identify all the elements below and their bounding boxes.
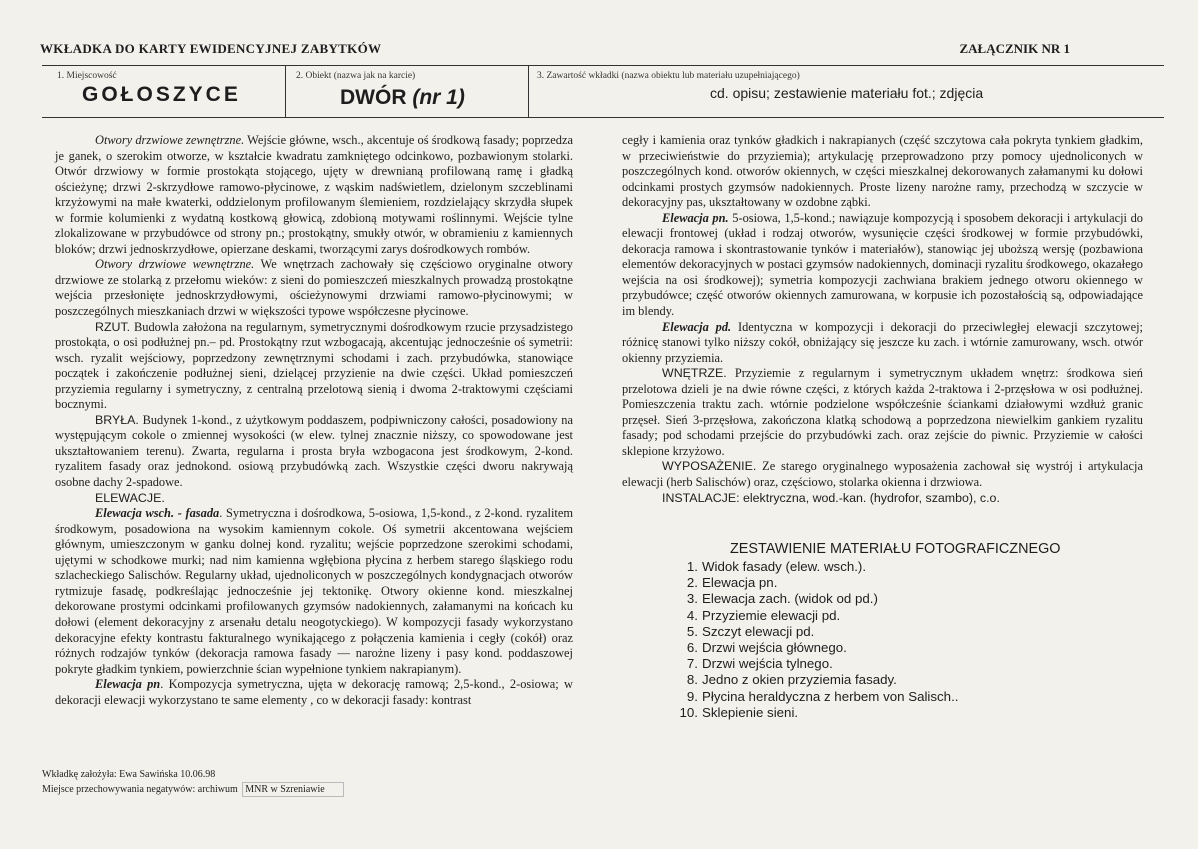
paragraph-furnishings: WYPOSAŻENIE. Ze starego oryginalnego wyposażenia zachował się wystrój i artykulacja elewacji (herb Salischów) oraz, częściowo, stolarka okienna i drzwiowa. bbox=[622, 459, 1143, 490]
paragraph-south-elevation: Elewacja pd. Identyczna w kompozycji i dekoracji do przeciwległej elewacji szczytowej; różnicę stanowi tylko niższy cokół, obniżający się jeszcze ku zach. i wtórnie zamurowany, wsch. otwór okienny przyziemia. bbox=[622, 319, 1143, 365]
photo-list-item: 2. Elewacja pn. bbox=[686, 575, 778, 591]
photo-list-item: 1. Widok fasady (elew. wsch.). bbox=[686, 559, 867, 574]
paragraph-north-elevation-2: Elewacja pn. 5-osiowa, 1,5-kond.; nawiązuje kompozycją i sposobem dekoracji i artykulacji do elewacji frontowej (układ i rodzaj otworów, wysunięcie części środkowej w formie przybudówki, dekoracja ramowa i skontrastowanie tynków i materiałów), stanowiąc jej uboższą wersję (pozbawiona elementów dekoracyjnych w postaci gzymsów nadokiennych, dominacji ryzalitu środkowego, okazałego wejścia na osi środkowej); symetria kompozycji zachwiana brakiem jednego otworu okiennego w przybudówce; część otworów okiennych zamurowana, w korpusie ich pozostałością są, odpowiadające im blendy. bbox=[622, 210, 1143, 319]
paragraph-interior-doors: Otwory drzwiowe wewnętrzne. We wnętrzach zachowały się częściowo oryginalne otwory drzwiowe ze stolarką z przełomu wieków: z sieni do pomieszczeń mieszkalnych prowadzą prostokątne wejścia przesłonięte jednoskrzydłowymi, ościeżynowymi drzwiami ramowo-płycinowymi; w poszczególnych mieszkaniach drzwi w większości typowe współczesne płycinowe. bbox=[55, 257, 573, 319]
contents-value: cd. opisu; zestawienie materiału fot.; zdjęcia bbox=[710, 85, 984, 101]
description-column-left bbox=[55, 133, 573, 708]
photo-list-item: 5. Szczyt elewacji pd. bbox=[686, 623, 815, 639]
town-value: GOŁOSZYCE bbox=[82, 83, 241, 106]
paragraph-north-elevation: Elewacja pn. Kompozycja symetryczna, ujęta w dekorację ramową; 2,5-kond., 2-osiowa; w dekoracji elewacji wykorzystano te same elementy , co w dekoracji fasady: kontrast bbox=[55, 677, 573, 707]
photo-list-item: 9. Płycina heraldyczna z herbem von Salisch.. bbox=[686, 688, 959, 704]
contents-label: 3. Zawartość wkładki (nazwa obiektu lub materiału uzupełniającego) bbox=[537, 71, 800, 81]
paragraph-exterior-doors: Otwory drzwiowe zewnętrzne. Wejście główne, wsch., akcentuje oś środkową fasady; poprzedza je ganek, o szerokim otworze, w kształcie kwadratu zamkniętego odcinkowo, pozbawionym stolarki. Otwór drzwiowy w formie prostokąta stojącego, ujęty w drewnianą profilowaną ramę i gładką ościeżynę; drzwi 2-skrzydłowe ramowo-płycinowe, z wąskim nadświetlem, dzielonym szczeblinami krzyżowymi na małe kwaterki, oddzielonym profilowanym ślemieniem, rozdzielający skrzydła słupek w formie kolumienki z wydatną kostkową głowicą, zdobioną motywami roślinnymi. Wejście tylne zlokalizowane w przybudówce od strony pn.; prostokątny, smukły otwór, w obramieniu z kamiennych bloków; drzwi jednoskrzydłowe, opierzane deskami, tworzącymi zarys dośrodkowych rombów. bbox=[55, 133, 573, 256]
description-column-right bbox=[622, 133, 1143, 506]
fields-divider-2 bbox=[528, 65, 529, 118]
object-label: 2. Obiekt (nazwa jak na karcie) bbox=[296, 71, 416, 81]
annex-label: ZAŁĄCZNIK NR 1 bbox=[959, 41, 1070, 56]
paragraph-interior: WNĘTRZE. Przyziemie z regularnym i symetrycznym układem wnętrz: środkowa sień przelotowa dzieli je na dwie równe części, z których każda 2-traktowa i 2-przęsłowa w osi podłużnej. Pomieszczenia traktu zach. wtórnie podzielone współcześnie ściankami działowymi wzdłuż granic przęseł. Sień 3-przęsłowa, zakończona klatką schodową a poprzedzona niewielkim gankiem ryzalitu fasady; pod schodami przejście do przybudówki zach. oraz zejście do piwnic. Przyziemie w całości sklepione krzyżowo. bbox=[622, 366, 1143, 458]
photo-list-item: 8. Jedno z okien przyziemia fasady. bbox=[686, 672, 897, 688]
photo-list-title: ZESTAWIENIE MATERIAŁU FOTOGRAFICZNEGO bbox=[730, 541, 1061, 557]
storage-value: MNR w Szreniawie bbox=[242, 782, 343, 797]
fields-top-rule bbox=[42, 65, 1164, 66]
document-title: WKŁADKA DO KARTY EWIDENCYJNEJ ZABYTKÓW bbox=[40, 41, 382, 56]
photo-list-item: 10. Sklepienie sieni. bbox=[679, 704, 799, 720]
paragraph-east-elevation: Elewacja wsch. - fasada. Symetryczna i dośrodkowa, 5-osiowa, 1,5-kond., z 2-kond. ryzalitem środkowym, posadowiona na wysokim kamiennym cokole. Oś symetrii akcentowana wejściem głównym, umieszczonym w ganku dolnej kond. ryzalitu; wejście poprzedzone szerokimi schodami, ujętymi w schodkowe murki; nad nim kamienna wgłębiona płycina z herbem starego śląskiego rodu szlacheckiego Salischów. Regularny układ, ujednoliconych w poszczególnych kondygnacjach otworów rytmizuje fasadę, podkreślając jednocześnie jej tektonikę. Otwory okienne kond. mieszkalnej dekorowane prostymi odcinkami profilowanych gzymsów nadokiennych, załamanymi na końcach ku dołowi (element dekoracyjny z arsenału detalu neogotyckiego). W kompozycji fasady wykorzystano dekoracyjne efekty kontrastu fakturalnego wynikającego z połączenia kamienia i cegły (cokół) oraz różnych rodzajów tynków (dekoracja ramowa fasady — narożne lizeny i pasy kond. poddaszowej pokryte gładkim tynkiem, powierzchnie ścian wypełnione tynkiem nakrapianym). bbox=[55, 506, 573, 676]
paragraph-plan: RZUT. Budowla założona na regularnym, symetrycznymi dośrodkowym rzucie przysadzistego prostokąta, o osi podłużnej pn.– pd. Prostokątny rzut wzbogacają, akcentując jednocześnie oś symetrii: wsch. ryzalit wejściowy, poprzedzony zewnętrznymi schodami i zach. przybudówka, stanowiące początek i zakończenie podłużnej sieni, dzielącej przyzienie na dwie części. Układ pomieszczeń przyziemia regularny i symetryczny, z centralną przelotową sienią i dwoma 2-traktowymi częściami bocznymi. bbox=[55, 319, 573, 412]
paragraph-body: BRYŁA. Budynek 1-kond., z użytkowym poddaszem, podpiwniczony całości, posadowiony na występującym cokole o zmiennej wysokości (w elew. tylnej znacznie niższy, co spowodowane jest ukształtowaniem terenu). Zwarta, regularna i prosta bryła wzbogacona jest środkowym, 2-kond. ryzalitem fasady oraz jednokond. osiową przybudówką zach. Wszystkie części dworu nakrywają osobne dachy 2-spadowe. bbox=[55, 412, 573, 490]
town-label: 1. Miejscowość bbox=[57, 71, 117, 81]
photo-list-item: 6. Drzwi wejścia głównego. bbox=[686, 640, 847, 656]
photo-list-item: 3. Elewacja zach. (widok od pd.) bbox=[686, 591, 878, 607]
paragraph-installations: INSTALACJE: elektryczna, wod.-kan. (hydrofor, szambo), c.o. bbox=[662, 490, 1000, 505]
paragraph-elevations-heading: ELEWACJE. bbox=[95, 490, 165, 505]
object-number: (nr 1) bbox=[412, 86, 465, 109]
photo-list bbox=[668, 559, 958, 721]
photo-list-item: 4. Przyziemie elewacji pd. bbox=[686, 607, 841, 623]
paragraph-north-elevation-cont: cegły i kamienia oraz tynków gładkich i nakrapianych (część szczytowa cała pokryta tynkiem gładkim, w przeciwieństwie do przyziemia); artykulację przeprowadzono przy pomocy ujednoliconych w poszczególnych kond. otworów okiennych, w części mieszkalnej dekorowanych załamanymi ku dołowi odcinkami prostych gzymsów nadokiennych. Proste lizeny narożne ramy, przechodzą w szczycie w dekoracyjny pas, ukształtowany w ozdobne ząbki. bbox=[622, 133, 1143, 210]
author-line: Wkładkę założyła: Ewa Sawińska 10.06.98 bbox=[42, 769, 216, 780]
storage-line: Miejsce przechowywania negatywów: archiwum MNR w Szreniawie bbox=[42, 782, 344, 797]
fields-divider-1 bbox=[285, 65, 286, 118]
fields-bottom-rule bbox=[42, 117, 1164, 118]
photo-list-item: 7. Drzwi wejścia tylnego. bbox=[686, 656, 833, 672]
object-value: DWÓR (nr 1) bbox=[340, 86, 465, 109]
